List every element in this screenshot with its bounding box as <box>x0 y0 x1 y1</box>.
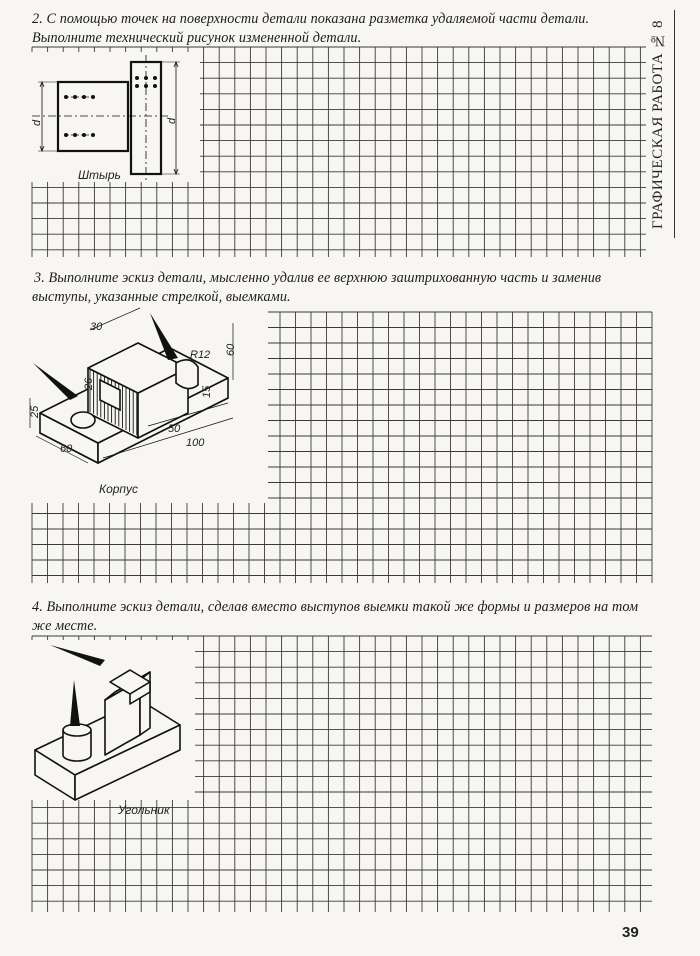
task-3-text: 3. Выполните эскиз детали, мысленно удалив ее верхнюю заштрихованную часть и заменив выступы, указанные стрелкой, выемками. <box>32 270 602 305</box>
task-4-text: 4. Выполните эскиз детали, сделав вместо выступов выемки такой же формы и размеров на том же месте. <box>32 599 639 634</box>
figure-ugolnik <box>30 640 195 800</box>
task-2-text: 2. С помощью точек на поверхности детали показана разметка удаляемой части детали. Выполните технический рисунок измененной детали. <box>32 11 590 46</box>
dim-100: 100 <box>186 437 205 449</box>
dim-60-horizontal: 60 <box>60 443 73 455</box>
page-number: 39 <box>622 924 639 941</box>
dim-r12: R12 <box>190 349 211 361</box>
caption-shtyr: Штырь <box>78 168 121 182</box>
side-title: ГРАФИЧЕСКАЯ РАБОТА № 8 <box>650 10 675 238</box>
figure-shtyr <box>30 52 200 182</box>
dim-60-vertical: 60 <box>225 343 237 356</box>
dim-15: 15 <box>201 385 213 398</box>
caption-korpus: Корпус <box>99 482 139 496</box>
caption-ugolnik: Угольник <box>118 803 170 817</box>
dim-d-right: d <box>166 117 178 124</box>
dim-25: 25 <box>29 405 41 418</box>
dim-26: 26 <box>83 377 95 390</box>
dim-50: 50 <box>168 423 181 435</box>
dim-30: 30 <box>90 321 103 333</box>
dim-d-left: d <box>31 119 43 126</box>
figure-korpus <box>28 308 268 503</box>
